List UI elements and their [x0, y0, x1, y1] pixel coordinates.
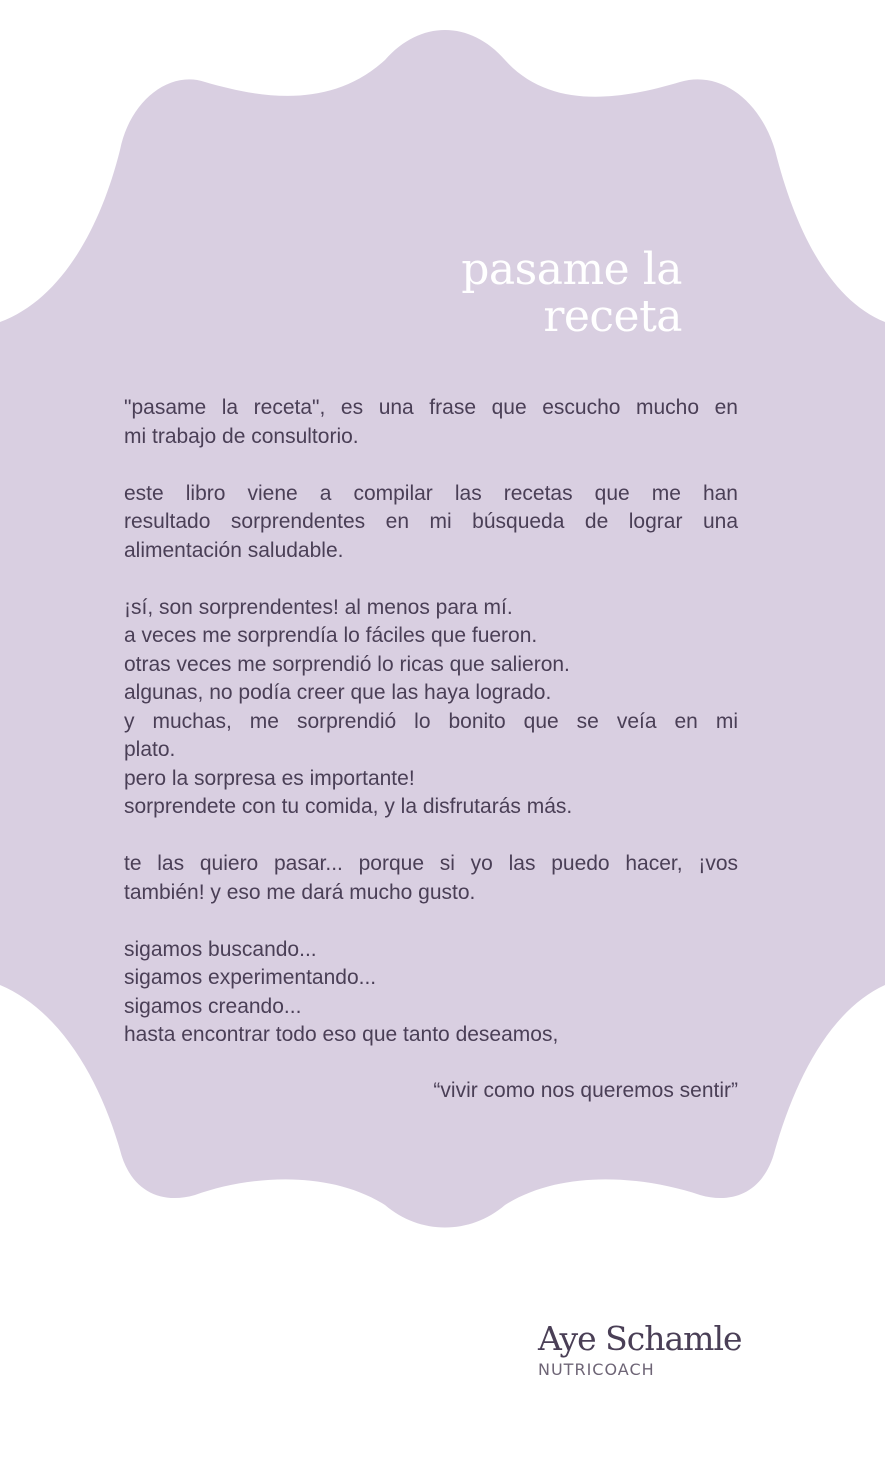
paragraph-2 — [124, 480, 738, 566]
title-line-2: receta — [543, 291, 682, 342]
brand-logo — [538, 1320, 742, 1380]
text-line: te las quiero pasar... porque si yo las puedo hacer, ¡vos — [124, 852, 738, 875]
text-line: también! y eso me dará mucho gusto. — [124, 880, 476, 904]
page-title — [461, 246, 682, 340]
text-line: sigamos experimentando... — [124, 966, 377, 989]
text-line: algunas, no podía creer que las haya logrado. — [124, 681, 552, 704]
paragraph-4 — [124, 850, 738, 907]
title-line-1: pasame la — [461, 244, 682, 295]
paragraph-5 — [124, 936, 738, 1050]
text-line: otras veces me sorprendió lo ricas que salieron. — [124, 652, 570, 676]
text-line: hasta encontrar todo eso que tanto deseamos, — [124, 1023, 559, 1046]
intro-text — [124, 394, 738, 1078]
text-line: mi trabajo de consultorio. — [124, 424, 359, 448]
text-line: resultado sorprendentes en mi búsqueda de lograr una — [124, 510, 738, 533]
text-line: y muchas, me sorprendió lo bonito que se veía en mi — [124, 709, 738, 733]
text-line: pero la sorpresa es importante! — [124, 766, 415, 790]
text-line: este libro viene a compilar las recetas que me han — [124, 481, 738, 505]
text-line: alimentación saludable. — [124, 538, 344, 562]
logo-subtitle: NUTRICOACH — [538, 1360, 655, 1379]
text-line: "pasame la receta", es una frase que escucho mucho en — [124, 396, 738, 419]
text-line: sigamos buscando... — [124, 937, 317, 961]
text-line: plato. — [124, 738, 176, 761]
text-line: sigamos creando... — [124, 994, 302, 1018]
logo-name: Aye Schamle — [538, 1319, 742, 1358]
text-line: sorprendete con tu comida, y la disfrutarás más. — [124, 795, 573, 818]
paragraph-1 — [124, 394, 738, 451]
closing-quote: “vivir como nos queremos sentir” — [433, 1079, 738, 1102]
text-line: ¡sí, son sorprendentes! al menos para mí. — [124, 595, 513, 619]
paragraph-3 — [124, 594, 738, 822]
text-line: a veces me sorprendía lo fáciles que fueron. — [124, 624, 538, 647]
